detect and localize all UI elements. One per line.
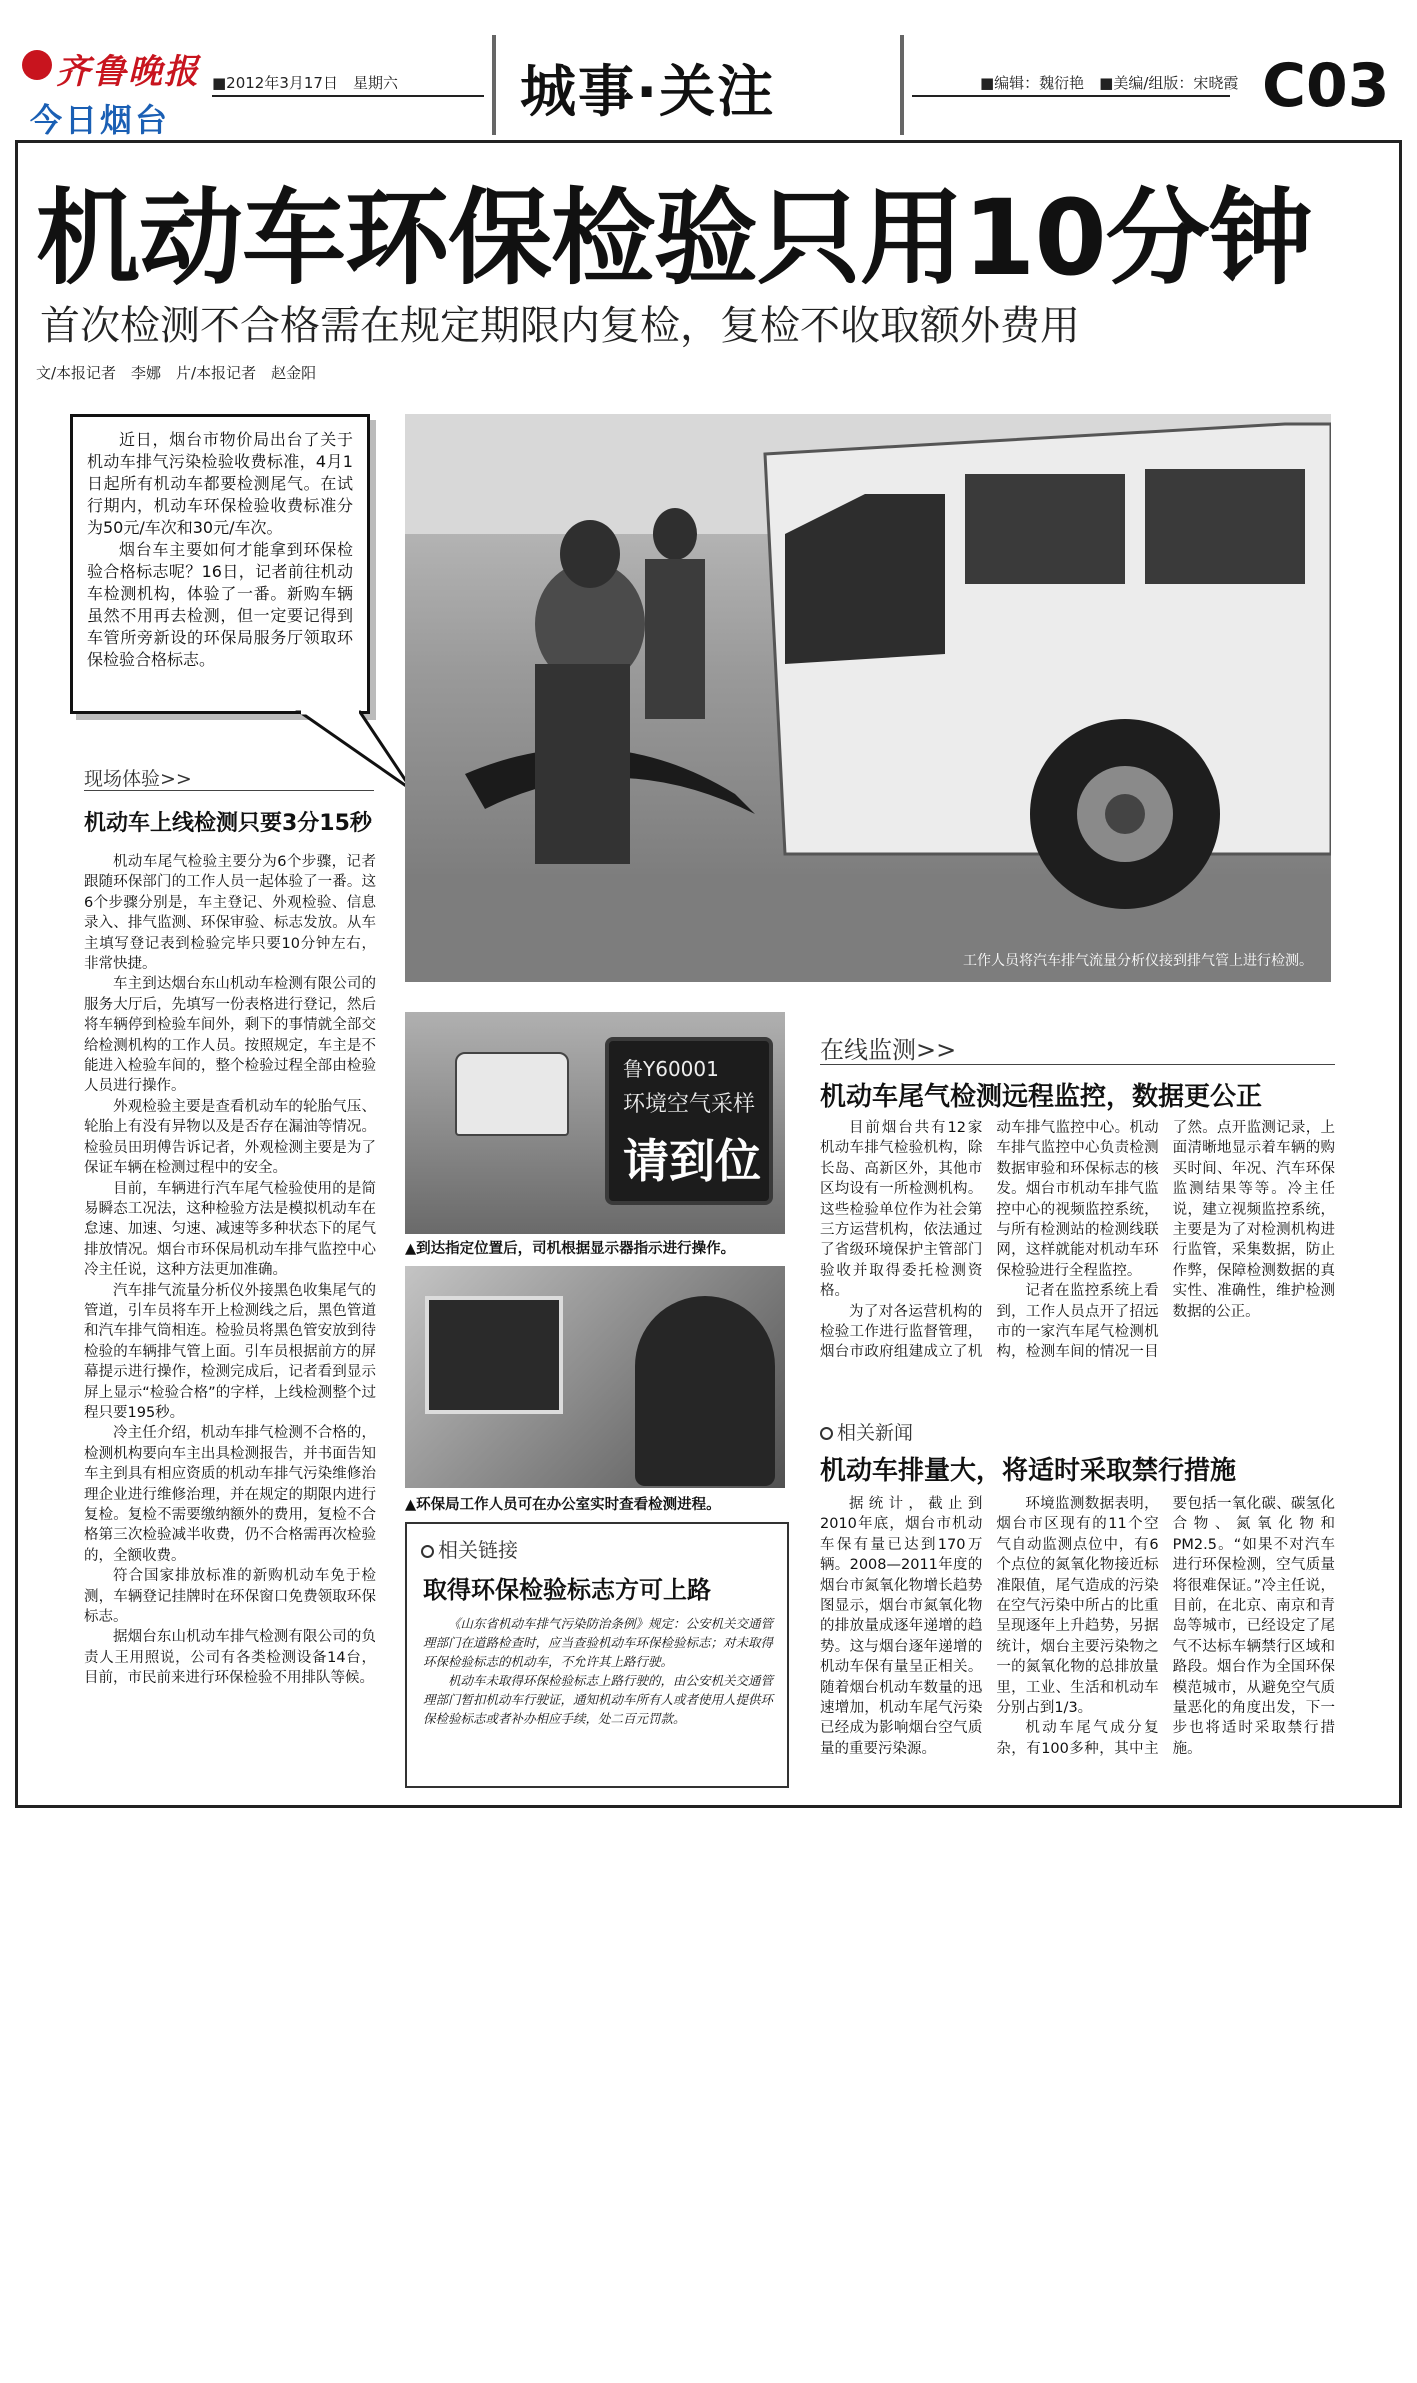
- article-paragraph: 《山东省机动车排气污染防治条例》规定：公安机关交通管理部门在道路检查时，应当查验机动车环保检验标志；对未取得环保检验标志的机动车，不允许其上路行驶。: [423, 1616, 774, 1669]
- masthead-divider-right: [900, 35, 904, 135]
- article-paragraph: 车主到达烟台东山机动车检测有限公司的服务大厅后，先填写一份表格进行登记，然后将车辆停到检验车间外，剩下的事情就全部交给检测机构的工作人员。按照规定，车主是不能进入检验车间的，整个检验过程全部由检验人员进行操作。: [84, 976, 376, 1095]
- vehicle-inspection-illustration: [405, 414, 1331, 982]
- photo-screen: [405, 1012, 785, 1234]
- editor-credits: ■编辑：魏衍艳 ■美编/组版：宋晓霞: [980, 74, 1239, 92]
- display-board: [605, 1037, 773, 1205]
- section-title: 城事·关注: [520, 60, 776, 125]
- article-paragraph: 符合国家排放标准的新购机动车免于检测，车辆登记挂牌时在环保窗口免费领取环保标志。: [84, 1568, 376, 1626]
- related-link-box: [405, 1522, 789, 1788]
- lead-paragraph: 烟台车主要如何才能拿到环保检验合格标志呢？16日，记者前往机动车检测机构，体验了一番。新购车辆虽然不用再去检测，但一定要记得到车管所旁新设的环保局服务厅领取环保检验合格标志。: [87, 540, 353, 669]
- tag-dot-icon: [421, 1545, 434, 1558]
- tag-dot-icon: [820, 1427, 833, 1440]
- article-paragraph: 记者在监控系统上看到，工作人员点开了招远市的一家汽车尾气检测机构，检测车间的情况一目了然。点开监测记录，上面清晰地显示着车辆的购买时间、年况、汽车环保监测结果等等。冷主任说，建立视频监控系统，主要是为了对检测机构进行监管，采集数据，防止作弊，保障检测数据的真实性、准确性，维护检测数据的公正。: [996, 1120, 1335, 1361]
- article-paragraph: 据烟台东山机动车排气检测有限公司的负责人王用照说，公司有各类检测设备14台，目前，市民前来进行环保检验不用排队等候。: [84, 1629, 376, 1687]
- article-paragraph: 机动车尾气检验主要分为6个步骤，记者跟随环保部门的工作人员一起体验了一番。这6个步骤分别是，车主登记、外观检验、信息录入、排气监测、环保审验、标志发放。从车主填写登记表到检验完毕只要10分钟左右，非常快捷。: [84, 854, 376, 973]
- monitor-kicker: 在线监测>>: [820, 1036, 957, 1064]
- masthead-rule-left: [212, 95, 484, 97]
- left-section-title: 机动车上线检测只要3分15秒: [84, 811, 372, 836]
- screen-plate: 鲁Y60001: [623, 1057, 719, 1081]
- logo-emblem-icon: [22, 50, 52, 80]
- issue-date: ■2012年3月17日 星期六: [212, 74, 398, 92]
- edition-name: 今日烟台: [30, 101, 171, 139]
- related-link-body: [423, 1614, 773, 1728]
- photo-screen-caption: ▲到达指定位置后，司机根据显示器指示进行操作。: [405, 1241, 736, 1257]
- monitor-rule: [820, 1064, 1335, 1065]
- masthead: [0, 0, 1417, 140]
- van-shape: [455, 1052, 569, 1136]
- photo-office-caption: ▲环保局工作人员可在办公室实时查看检测进程。: [405, 1497, 721, 1513]
- lead-box: [70, 414, 370, 714]
- news-tag-label: 相关新闻: [837, 1422, 914, 1444]
- related-link-tag: [421, 1534, 518, 1563]
- main-photo-caption: 工作人员将汽车排气流量分析仪接到排气管上进行检测。: [963, 953, 1313, 969]
- operator-silhouette: [635, 1296, 775, 1486]
- article-paragraph: 据统计，截止到2010年底，烟台市机动车保有量已达到170万辆。2008—2011年度的烟台市氮氧化物增长趋势图显示，烟台市氮氧化物的排放量成逐年递增的趋势。这与烟台逐年递增的机动车保有量呈正相关。随着烟台机动车数量的迅速增加，机动车尾气污染已经成为影响烟台空气质量的重要污染源。: [820, 1496, 983, 1757]
- news-title: 机动车排量大，将适时采取禁行措施: [820, 1456, 1237, 1486]
- screen-instruction: 请到位: [623, 1134, 761, 1188]
- photo-office: [405, 1266, 785, 1488]
- news-tag: [820, 1418, 913, 1445]
- article-paragraph: 汽车排气流量分析仪外接黑色收集尾气的管道，引车员将车开上检测线之后，黑色管道和汽车排气筒相连。检验员将黑色管安放到待检验的车辆排气管上面。引车员根据前方的屏幕提示进行操作，检测完成后，记者看到显示屏上显示“检验合格”的字样，上线检测整个过程只要195秒。: [84, 1282, 376, 1421]
- monitor-body: [820, 1118, 1335, 1400]
- monitor-shape: [425, 1296, 563, 1414]
- article-paragraph: 机动车未取得环保检验标志上路行驶的，由公安机关交通管理部门暂扣机动车行驶证，通知机动车所有人或者使用人提供环保检验标志或者补办相应手续，处二百元罚款。: [423, 1673, 774, 1726]
- article-paragraph: 外观检验主要是查看机动车的轮胎气压、轮胎上有没有异物以及是否存在漏油等情况。检验员田玥傅告诉记者，外观检测主要是为了保证车辆在检测过程中的安全。: [84, 1098, 376, 1177]
- article-paragraph: 目前烟台共有12家机动车排气检验机构，除长岛、高新区外，其他市区均设有一所检测机构。这些检验单位作为社会第三方运营机构，依法通过了省级环境保护主管部门验收并取得委托检测资格。: [820, 1120, 983, 1300]
- masthead-divider-left: [492, 35, 496, 135]
- monitor-title: 机动车尾气检测远程监控，数据更公正: [820, 1082, 1263, 1112]
- subheadline: 首次检测不合格需在规定期限内复检，复检不收取额外费用: [40, 303, 1080, 349]
- news-body: [820, 1494, 1335, 1784]
- headline: 机动车环保检验只用10分钟: [36, 177, 1312, 299]
- left-section-kicker: 现场体验>>: [84, 768, 192, 790]
- lead-box-pointer: [290, 710, 420, 800]
- article-paragraph: 目前，车辆进行汽车尾气检验使用的是简易瞬态工况法，这种检验方法是模拟机动车在怠速、加速、匀速、减速等多种状态下的尾气排放情况。烟台市环保局机动车排气监控中心冷主任说，这种方法更加准确。: [84, 1180, 376, 1279]
- article-paragraph: 为了对各运营机构的检验工作进行监督管理，烟台市政府组建成立了机动车排气监控中心。机动车排气监控中心负责检测数据审验和环保标志的核发。烟台市机动车排气监控中心的视频监控系统，与所有检测站的检测线联网，这样就能对机动车环保检验进行全程监控。: [820, 1120, 1159, 1361]
- newspaper-logo: 齐鲁晚报: [56, 52, 200, 92]
- left-section-rule: [84, 790, 374, 791]
- article-paragraph: 冷主任介绍，机动车排气检测不合格的，检测机构要向车主出具检测报告，并书面告知车主到具有相应资质的机动车排气污染维修治理企业进行维修治理，并在规定的期限内进行复检。复检不需要缴纳额外的费用，复检不合格第三次检验减半收费，仍不合格需再次检验的，全额收费。: [84, 1425, 376, 1564]
- screen-prompt: 环境空气采样: [623, 1092, 756, 1117]
- main-photo: [405, 414, 1331, 982]
- article-paragraph: 环境监测数据表明，烟台市区现有的11个空气自动监测点位中，有6个点位的氮氧化物接近标准限值，尾气造成的污染在空气污染中所占的比重呈现逐年上升趋势，另据统计，烟台主要污染物之一的氮氧化物的总排放量里，工业、生活和机动车分别占到1/3。: [996, 1496, 1159, 1717]
- byline: 文/本报记者 李娜 片/本报记者 赵金阳: [36, 364, 317, 382]
- page-number: C03: [1262, 51, 1390, 121]
- related-link-tag-label: 相关链接: [438, 1538, 518, 1562]
- article-paragraph: 机动车尾气成分复杂，有100多种，其中主要包括一氧化碳、碳氢化合物、氮氧化物和PM2.5。“如果不对汽车进行环保检测，空气质量将很难保证。”冷主任说，目前，在北京、南京和青岛等城市，已经设定了尾气不达标车辆禁行区域和路段。烟台作为全国环保模范城市，从避免空气质量恶化的角度出发，下一步也将适时采取禁行措施。: [996, 1496, 1335, 1757]
- related-link-title: 取得环保检验标志方可上路: [423, 1576, 711, 1604]
- left-section-body: [84, 852, 376, 1792]
- lead-paragraph: 近日，烟台市物价局出台了关于机动车排气污染检验收费标准，4月1日起所有机动车都要检测尾气。在试行期内，机动车环保检验收费标准分为50元/车次和30元/车次。: [87, 430, 353, 537]
- masthead-rule-right: [912, 95, 1230, 97]
